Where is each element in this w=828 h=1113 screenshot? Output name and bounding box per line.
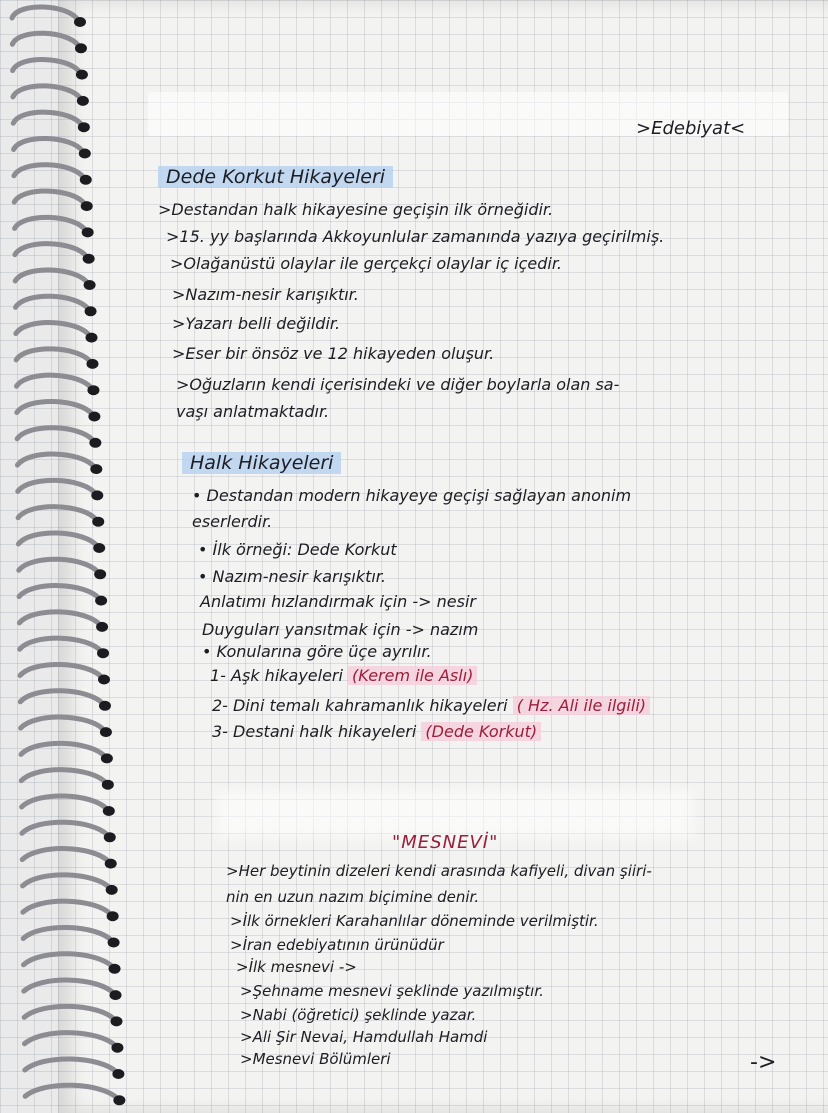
spiral-hole bbox=[78, 122, 90, 132]
halk-line-7: • Konularına göre üçe ayrılır. bbox=[202, 642, 432, 661]
spiral-hole bbox=[79, 149, 91, 159]
subject-tag: >Edebiyat< bbox=[636, 118, 746, 139]
spiral-ring bbox=[19, 586, 99, 599]
spiral-hole bbox=[91, 490, 103, 500]
spiral-hole bbox=[75, 43, 87, 53]
mesnevi-line-8: >Ali Şir Nevai, Hamdullah Hamdi bbox=[240, 1028, 488, 1046]
spiral-ring bbox=[22, 849, 108, 862]
spiral-hole bbox=[89, 438, 101, 448]
spiral-ring bbox=[23, 875, 110, 888]
dede-korkut-title-text: Dede Korkut Hikayeleri bbox=[158, 166, 393, 188]
spiral-hole bbox=[107, 911, 119, 921]
spiral-hole bbox=[97, 648, 109, 658]
spiral-hole bbox=[94, 569, 106, 579]
spiral-hole bbox=[109, 964, 121, 974]
spiral-hole bbox=[76, 70, 88, 80]
spiral-ring bbox=[21, 717, 104, 730]
mesnevi-line-1: >Her beytinin dizeleri kendi arasında kafiyeli, divan şiiri- bbox=[226, 862, 652, 880]
halk-line-4: • Nazım-nesir karışıktır. bbox=[198, 567, 386, 586]
mesnevi-line-6: >Şehname mesnevi şeklinde yazılmıştır. bbox=[240, 982, 544, 1000]
spiral-ring bbox=[16, 323, 90, 336]
spiral-ring bbox=[21, 770, 106, 783]
dede-korkut-title bbox=[158, 166, 393, 188]
spiral-hole bbox=[101, 753, 113, 763]
halk-type-1-text: 1- Aşk hikayeleri bbox=[210, 666, 349, 685]
spiral-ring bbox=[20, 691, 103, 704]
spiral-hole bbox=[87, 385, 99, 395]
spiral-hole bbox=[81, 201, 93, 211]
mesnevi-line-7: >Nabi (öğretici) şeklinde yazar. bbox=[240, 1006, 477, 1024]
spiral-hole bbox=[104, 832, 116, 842]
spiral-ring bbox=[14, 165, 84, 178]
halk-line-2: eserlerdir. bbox=[192, 512, 273, 531]
spiral-ring bbox=[14, 191, 84, 204]
halk-type-1 bbox=[210, 666, 477, 685]
spiral-ring bbox=[16, 296, 89, 309]
spiral-hole bbox=[95, 596, 107, 606]
halk-type-3-note: (Dede Korkut) bbox=[421, 722, 541, 741]
mesnevi-line-5: >İlk mesnevi -> bbox=[236, 958, 357, 976]
dede-line-7: >Oğuzların kendi içerisindeki ve diğer boylarla olan sa- bbox=[176, 375, 620, 394]
spiral-hole bbox=[80, 175, 92, 185]
dede-line-5: >Yazarı belli değildir. bbox=[172, 314, 341, 333]
erased-area bbox=[215, 790, 695, 838]
halk-line-5: Anlatımı hızlandırmak için -> nesir bbox=[200, 592, 476, 611]
spiral-hole bbox=[106, 885, 118, 895]
spiral-ring bbox=[18, 507, 96, 520]
spiral-ring bbox=[20, 664, 102, 677]
spiral-hole bbox=[105, 859, 117, 869]
spiral-ring bbox=[17, 401, 93, 414]
dede-line-3: >Olağanüstü olaylar ile gerçekçi olaylar iç içedir. bbox=[170, 254, 563, 273]
spiral-ring bbox=[13, 60, 80, 73]
halk-type-2 bbox=[212, 696, 650, 715]
spiral-hole bbox=[86, 359, 98, 369]
spiral-hole bbox=[102, 780, 114, 790]
spiral-hole bbox=[85, 306, 97, 316]
spiral-ring bbox=[25, 1059, 117, 1072]
spiral-ring bbox=[15, 270, 87, 283]
spiral-ring bbox=[17, 454, 94, 467]
spiral-hole bbox=[100, 727, 112, 737]
spiral-hole bbox=[90, 464, 102, 474]
spiral-ring bbox=[13, 86, 81, 99]
spiral-ring bbox=[22, 822, 108, 835]
spiral-ring bbox=[18, 480, 96, 493]
spiral-hole bbox=[111, 1043, 123, 1053]
spiral-ring bbox=[17, 428, 93, 441]
spiral-ring bbox=[24, 1033, 115, 1046]
mesnevi-line-3: >İlk örnekleri Karahanlılar döneminde verilmiştir. bbox=[230, 912, 599, 930]
spiral-hole bbox=[88, 412, 100, 422]
spiral-ring bbox=[16, 375, 91, 388]
dede-line-6: >Eser bir önsöz ve 12 hikayeden oluşur. bbox=[172, 344, 495, 363]
spiral-hole bbox=[96, 622, 108, 632]
spiral-binding bbox=[8, 0, 128, 1113]
spiral-hole bbox=[93, 543, 105, 553]
spiral-hole bbox=[110, 990, 122, 1000]
spiral-ring bbox=[12, 7, 78, 20]
spiral-ring bbox=[20, 638, 101, 651]
spiral-ring bbox=[24, 980, 114, 993]
spiral-ring bbox=[13, 112, 82, 125]
spiral-hole bbox=[92, 517, 104, 527]
spiral-hole bbox=[77, 96, 89, 106]
spiral-ring bbox=[15, 244, 87, 257]
spiral-ring bbox=[15, 217, 86, 230]
spiral-ring bbox=[24, 954, 113, 967]
spiral-ring bbox=[18, 533, 97, 546]
spiral-ring bbox=[19, 612, 100, 625]
spiral-hole bbox=[86, 333, 98, 343]
dede-line-8: vaşı anlatmaktadır. bbox=[176, 402, 330, 421]
halk-type-2-text: 2- Dini temalı kahramanlık hikayeleri bbox=[212, 696, 513, 715]
spiral-ring bbox=[16, 349, 90, 362]
mesnevi-line-2: nin en uzun nazım biçimine denir. bbox=[226, 888, 480, 906]
spiral-ring bbox=[23, 901, 111, 914]
halk-type-3 bbox=[212, 722, 541, 741]
halk-title bbox=[182, 452, 341, 474]
spiral-ring bbox=[14, 138, 83, 151]
spiral-hole bbox=[108, 938, 120, 948]
spiral-ring bbox=[19, 559, 98, 572]
spiral-ring bbox=[24, 1006, 114, 1019]
spiral-ring bbox=[25, 1085, 117, 1098]
spiral-hole bbox=[83, 254, 95, 264]
spiral-ring bbox=[12, 33, 79, 46]
spiral-hole bbox=[82, 227, 94, 237]
dede-line-4: >Nazım-nesir karışıktır. bbox=[172, 285, 359, 304]
spiral-hole bbox=[74, 17, 86, 27]
spiral-hole bbox=[112, 1069, 124, 1079]
spiral-hole bbox=[84, 280, 96, 290]
spiral-hole bbox=[99, 701, 111, 711]
halk-type-2-note: ( Hz. Ali ile ilgili) bbox=[513, 696, 650, 715]
dede-line-2: >15. yy başlarında Akkoyunlular zamanında yazıya geçirilmiş. bbox=[166, 227, 665, 246]
spiral-hole bbox=[98, 675, 110, 685]
spiral-ring bbox=[21, 743, 105, 756]
halk-line-3: • İlk örneği: Dede Korkut bbox=[198, 540, 397, 559]
mesnevi-line-9: >Mesnevi Bölümleri bbox=[240, 1050, 391, 1068]
halk-type-3-text: 3- Destani halk hikayeleri bbox=[212, 722, 422, 741]
dede-line-1: >Destandan halk hikayesine geçişin ilk örneğidir. bbox=[158, 200, 554, 219]
mesnevi-line-4: >İran edebiyatının ürünüdür bbox=[230, 936, 444, 954]
halk-title-text: Halk Hikayeleri bbox=[182, 452, 341, 474]
mesnevi-title: "MESNEVİ" bbox=[392, 832, 499, 853]
spiral-hole bbox=[110, 1016, 122, 1026]
halk-line-1: • Destandan modern hikayeye geçişi sağlayan anonim bbox=[192, 486, 632, 505]
halk-type-1-note: (Kerem ile Aslı) bbox=[348, 666, 477, 685]
spiral-hole bbox=[113, 1095, 125, 1105]
spiral-hole bbox=[103, 806, 115, 816]
halk-line-6: Duyguları yansıtmak için -> nazım bbox=[202, 620, 479, 639]
continue-arrow-icon: -> bbox=[750, 1050, 777, 1075]
spiral-ring bbox=[22, 796, 107, 809]
spiral-ring bbox=[23, 927, 111, 940]
